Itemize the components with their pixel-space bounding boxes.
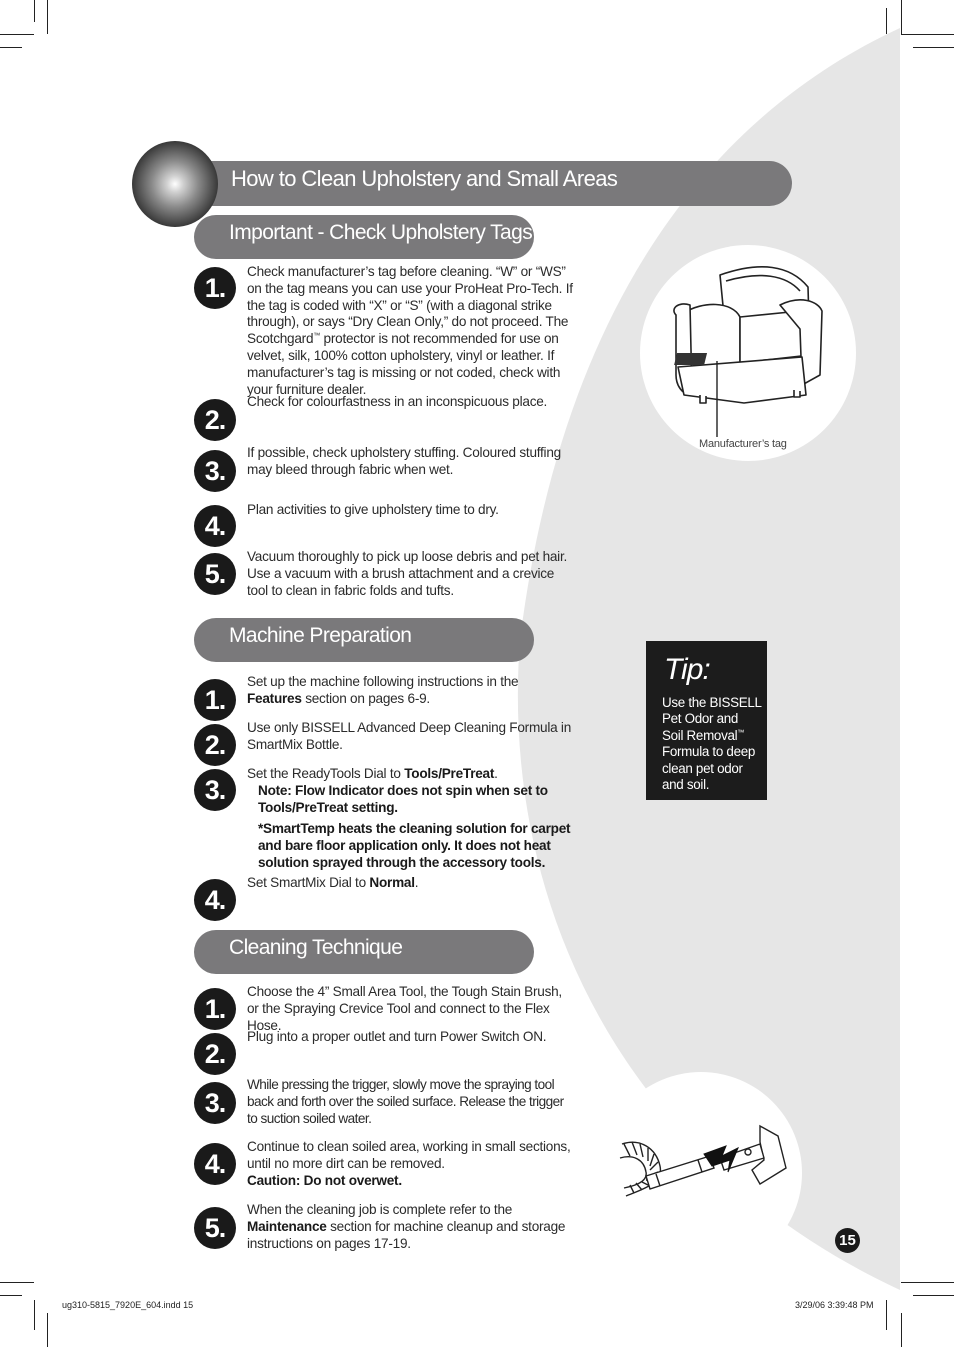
step-note: *SmartTemp heats the cleaning solution for carpet and bare floor application only. It does not heat solution sprayed through the accessory tools. [258, 821, 571, 870]
step-number: 2. [194, 399, 236, 441]
tip-box [646, 641, 767, 800]
subsection-bar-machine [194, 618, 534, 662]
step-number: 3. [194, 1082, 236, 1124]
section-header-bar [200, 161, 792, 206]
step-text: Choose the 4” Small Area Tool, the Tough Stain Brush, or the Spraying Crevice Tool and connect to the Flex Hose. [247, 984, 562, 1033]
tool-figure [600, 1072, 802, 1274]
figure-caption: Manufacturer’s tag [699, 438, 787, 450]
subsection-title: Important - Check Upholstery Tags: [229, 221, 538, 244]
step-text: When the cleaning job is complete refer to the Maintenance section for machine cleanup and storage instructions on pages 17-19. [247, 1202, 566, 1251]
step-note: Note: Flow Indicator does not spin when set to Tools/PreTreat setting. [258, 783, 548, 815]
page-number: 15 [835, 1228, 860, 1253]
tip-title: Tip: [664, 653, 710, 686]
tip-text: Use the BISSELL Pet Odor and Soil Removal™ Formula to deep clean pet odor and soil. [662, 695, 762, 793]
step-text: If possible, check upholstery stuffing. Coloured stuffing may bleed through fabric when wet. [247, 445, 561, 477]
step-text: Set the ReadyTools Dial to Tools/PreTreat. [247, 766, 498, 781]
subsection-bar-tags [194, 215, 538, 259]
step-text: Vacuum thoroughly to pick up loose debris and pet hair. Use a vacuum with a brush attachment and a crevice tool to clean in fabric folds and tufts. [247, 549, 568, 598]
step-text: Set SmartMix Dial to Normal. [247, 875, 419, 890]
page-title: How to Clean Upholstery and Small Areas [231, 166, 618, 191]
step-number: 3. [194, 450, 236, 492]
file-slug: ug310-5815_7920E_604.indd 15 [62, 1300, 194, 1310]
step-text: Plan activities to give upholstery time to dry. [247, 502, 499, 517]
step-text: While pressing the trigger, slowly move the spraying tool back and forth over the soiled surface. Release the trigger to suction soiled water. [247, 1077, 564, 1126]
step-number: 2. [194, 1033, 236, 1075]
flex-hose-tool-icon [600, 1072, 802, 1274]
step-number: 2. [194, 724, 236, 766]
sphere-ornament-icon [132, 141, 218, 227]
subsection-title: Machine Preparation [229, 624, 412, 647]
step-number: 4. [194, 1143, 236, 1185]
step-text: Use only BISSELL Advanced Deep Cleaning Formula in SmartMix Bottle. [247, 720, 572, 752]
date-slug: 3/29/06 3:39:48 PM [795, 1300, 874, 1310]
step-text: Check manufacturer’s tag before cleaning. “W” or “WS” on the tag means you can use your ProHeat Pro-Tech. If the tag is coded with “X” or “S” (with a diagonal strike through), or says “Dry Clean Only,” do not proceed. The Scotchgard™ protector is not recommended for use on velvet, silk, 100% cotton upholstery, vinyl or leather. If manufacturer’s tag is missing or not coded, check with your furniture dealer. [247, 264, 573, 397]
step-number: 1. [194, 679, 236, 721]
chair-figure [640, 245, 856, 461]
subsection-bar-technique [194, 930, 534, 974]
step-number: 4. [194, 505, 236, 547]
step-number: 3. [194, 769, 236, 811]
step-text: Plug into a proper outlet and turn Power Switch ON. [247, 1029, 547, 1044]
step-number: 4. [194, 879, 236, 921]
armchair-icon [640, 245, 856, 461]
step-text: Set up the machine following instructions in the Features section on pages 6-9. [247, 674, 519, 706]
step-text: Check for colourfastness in an inconspicuous place. [247, 394, 548, 409]
step-number: 5. [194, 1207, 236, 1249]
step-text: Continue to clean soiled area, working in small sections, until no more dirt can be removed. Caution: Do not overwet. [247, 1139, 571, 1188]
subsection-title: Cleaning Technique [229, 936, 403, 959]
step-number: 5. [194, 553, 236, 595]
step-number: 1. [194, 267, 236, 309]
step-number: 1. [194, 988, 236, 1030]
